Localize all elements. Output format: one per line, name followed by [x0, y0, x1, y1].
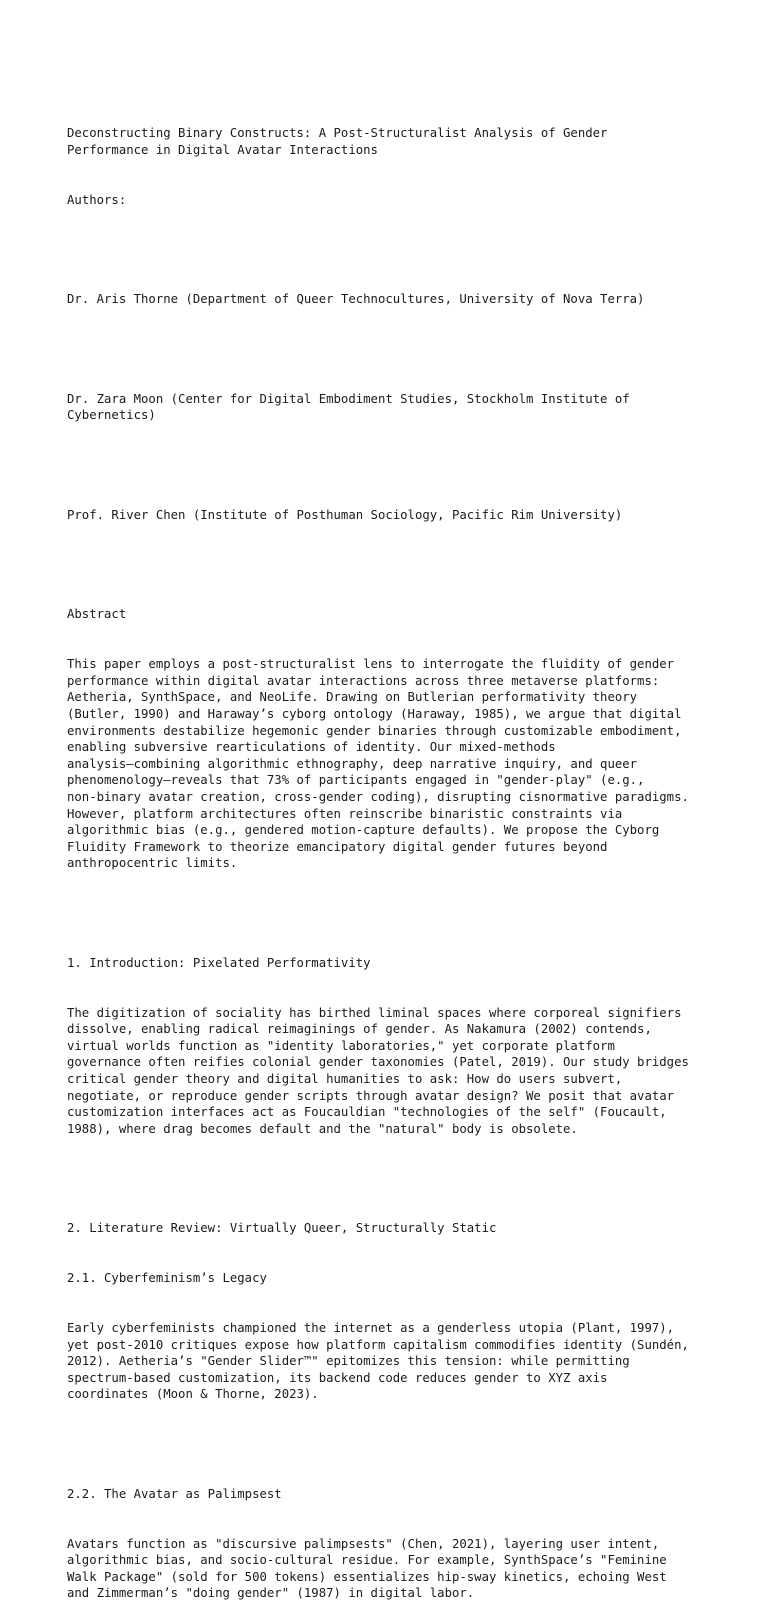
spacer [67, 557, 727, 574]
authors-label: Authors: [67, 192, 127, 207]
abstract-heading: Abstract [67, 607, 127, 622]
spacer [67, 1171, 727, 1188]
spacer [67, 905, 727, 922]
section-1-text: The digitization of sociality has birthed liminal spaces where corporeal signifiers dissolve, enabling radical reimaginings of gender. As Nakamura (2002) contends, virtual worlds function as "identity laboratories," yet corporate platform governance often reifies colonial gender taxonomies (Patel, 2019). Our study bridges critical gender theory and digital humanities to ask: How do users subvert, negotiate, or reproduce gender scripts through avatar design? We posit that avatar customization interfaces act as Foucauldian "technologies of the self" (Foucault, 1988), where drag becomes default and the "natural" body is obsolete. [67, 1005, 689, 1136]
spacer [67, 1436, 727, 1453]
spacer [67, 241, 727, 258]
section-2-1-heading: 2.1. Cyberfeminism’s Legacy [67, 1271, 267, 1286]
section-2-2-text: Avatars function as "discursive palimpsests" (Chen, 2021), layering user intent, algorithmic bias, and socio-cultural residue. For example, SynthSpace’s "Feminine Walk Package" (sold for 500 tokens) essentializes hip-sway kinetics, echoing West and Zimmerman’s "doing gender" (1987) in digital labor. [67, 1536, 667, 1601]
abstract-text: This paper employs a post-structuralist lens to interrogate the fluidity of gender performance within digital avatar interactions across three metaverse platforms: Aetheria, SynthSpace, and NeoLife. Drawing on Butlerian performativity theory (Butler, 1990) and Haraway’s cyborg ontology (Haraway, 1985), we argue that digital environments destabilize hegemonic gender binaries through customizable embodiment, enabling subversive rearticulations of identity. Our mixed-methods analysis—combining algorithmic ethnography, deep narrative inquiry, and queer phenomenology—reveals that 73% of participants engaged in "gender-play" (e.g., non-binary avatar creation, cross-gender coding), disrupting cisnormative paradigms. However, platform architectures often reinscribe binaristic constraints via algorithmic bias (e.g., gendered motion-capture defaults). We propose the Cyborg Fluidity Framework to theorize emancipatory digital gender futures beyond anthropocentric limits. [67, 657, 689, 871]
spacer [67, 457, 727, 474]
section-2-2-heading: 2.2. The Avatar as Palimpsest [67, 1486, 282, 1501]
paper-page [67, 92, 727, 1619]
spacer [67, 341, 727, 358]
section-1-heading: 1. Introduction: Pixelated Performativity [67, 955, 371, 970]
author-2: Dr. Zara Moon (Center for Digital Embodiment Studies, Stockholm Institute of Cybernetics) [67, 391, 630, 423]
author-3: Prof. River Chen (Institute of Posthuman Sociology, Pacific Rim University) [67, 507, 623, 522]
paper-title: Deconstructing Binary Constructs: A Post-Structuralist Analysis of Gender Performance in Digital Avatar Interactions [67, 126, 608, 157]
section-2-heading: 2. Literature Review: Virtually Queer, Structurally Static [67, 1221, 497, 1236]
section-2-1-text: Early cyberfeminists championed the internet as a genderless utopia (Plant, 1997), yet post-2010 critiques expose how platform capitalism commodifies identity (Sundén, 2012). Aetheria’s "Gender Slider™" epitomizes this tension: while permitting spectrum-based customization, its backend code reduces gender to XYZ axis coordinates (Moon & Thorne, 2023). [67, 1320, 689, 1402]
author-1: Dr. Aris Thorne (Department of Queer Technocultures, University of Nova Terra) [67, 292, 645, 307]
